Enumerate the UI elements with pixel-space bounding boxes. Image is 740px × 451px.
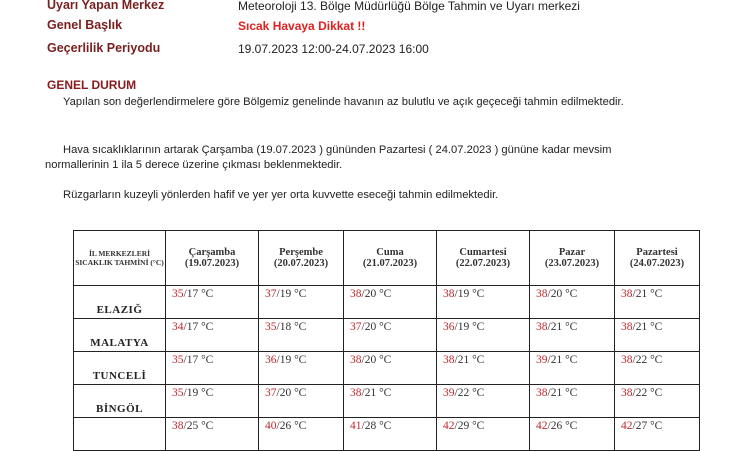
max-temp: 39 <box>536 354 548 366</box>
min-temp: 22 <box>635 387 648 399</box>
table-header-row <box>74 231 700 286</box>
min-temp: 21 <box>635 288 648 300</box>
max-temp: 39 <box>443 387 455 399</box>
temp-unit: °C <box>472 387 485 399</box>
temperature-cell: 35/17 °C <box>166 352 259 385</box>
min-temp: 27 <box>635 420 648 432</box>
temperature-cell: 38/25 °C <box>166 418 259 451</box>
max-temp: 38 <box>350 354 362 366</box>
max-temp: 40 <box>265 420 277 432</box>
header-label-merkez: Uyarı Yapan Merkez <box>47 0 165 12</box>
table-row <box>74 319 700 352</box>
max-temp: 35 <box>172 354 184 366</box>
day-header <box>259 231 344 286</box>
day-name: Cuma <box>376 247 404 258</box>
temp-unit: °C <box>650 321 663 333</box>
temp-unit: °C <box>565 288 578 300</box>
day-header <box>437 231 530 286</box>
min-temp: 20 <box>550 288 563 300</box>
max-temp: 38 <box>536 387 548 399</box>
header-value-merkez: Meteoroloji 13. Bölge Müdürlüğü Bölge Tahmin ve Uyarı merkezi <box>238 0 580 13</box>
min-temp: 21 <box>635 321 648 333</box>
table-body <box>74 286 700 451</box>
min-temp: 21 <box>364 387 377 399</box>
min-temp: 20 <box>364 288 377 300</box>
day-date: (23.07.2023) <box>544 258 600 269</box>
day-header <box>344 231 437 286</box>
day-name: Perşembe <box>279 247 323 258</box>
city-name <box>74 418 166 451</box>
temperature-table <box>73 230 700 451</box>
temperature-cell: 38/20 °C <box>344 286 437 319</box>
table-row <box>74 352 700 385</box>
temperature-cell: 35/18 °C <box>259 319 344 352</box>
temp-unit: °C <box>472 321 485 333</box>
max-temp: 37 <box>350 321 362 333</box>
max-temp: 38 <box>621 354 633 366</box>
temperature-cell: 42/27 °C <box>615 418 700 451</box>
temp-unit: °C <box>565 420 578 432</box>
temp-unit: °C <box>650 420 663 432</box>
min-temp: 21 <box>457 354 470 366</box>
temp-unit: °C <box>201 354 214 366</box>
temp-unit: °C <box>294 354 307 366</box>
city-name: BİNGÖL <box>74 385 166 418</box>
temperature-cell: 37/20 °C <box>344 319 437 352</box>
temp-unit: °C <box>201 288 214 300</box>
max-temp: 38 <box>536 321 548 333</box>
max-temp: 42 <box>443 420 455 432</box>
temperature-cell: 39/22 °C <box>437 385 530 418</box>
min-temp: 20 <box>364 354 377 366</box>
max-temp: 38 <box>621 288 633 300</box>
temperature-cell: 34/17 °C <box>166 319 259 352</box>
min-temp: 17 <box>186 288 199 300</box>
min-temp: 29 <box>457 420 470 432</box>
temp-unit: °C <box>294 420 307 432</box>
day-name: Cumartesi <box>459 247 507 258</box>
max-temp: 38 <box>350 288 362 300</box>
temperature-cell: 37/19 °C <box>259 286 344 319</box>
max-temp: 38 <box>621 387 633 399</box>
temp-unit: °C <box>565 387 578 399</box>
day-date: (24.07.2023) <box>629 258 685 269</box>
temperature-cell: 38/20 °C <box>530 286 615 319</box>
temperature-cell: 42/26 °C <box>530 418 615 451</box>
min-temp: 20 <box>364 321 377 333</box>
max-temp: 42 <box>536 420 548 432</box>
temperature-cell: 38/22 °C <box>615 352 700 385</box>
city-name: TUNCELİ <box>74 352 166 385</box>
temperature-cell: 37/20 °C <box>259 385 344 418</box>
temperature-cell: 40/26 °C <box>259 418 344 451</box>
temp-unit: °C <box>472 420 485 432</box>
min-temp: 25 <box>186 420 199 432</box>
day-header <box>615 231 700 286</box>
header-value-periyot: 19.07.2023 12:00-24.07.2023 16:00 <box>238 42 429 56</box>
temp-unit: °C <box>565 321 578 333</box>
temp-unit: °C <box>379 288 392 300</box>
day-name: Pazartesi <box>636 247 678 258</box>
paragraph-2: Hava sıcaklıklarının artarak Çarşamba (19.07.2023 ) gününden Pazartesi ( 24.07.2023 ) gününe kadar mevsim normallerinin 1 ila 5 derece üzerine çıkması beklenmektedir. <box>45 144 612 171</box>
temp-unit: °C <box>201 387 214 399</box>
min-temp: 18 <box>279 321 292 333</box>
temperature-cell: 36/19 °C <box>259 352 344 385</box>
temperature-cell: 38/21 °C <box>530 385 615 418</box>
header-label-baslik: Genel Başlık <box>47 18 123 32</box>
corner-header: İL MERKEZLERİ SICAKLIK TAHMİNİ (°C) <box>74 231 166 286</box>
temperature-cell: 38/21 °C <box>437 352 530 385</box>
max-temp: 38 <box>443 288 455 300</box>
temp-unit: °C <box>565 354 578 366</box>
max-temp: 42 <box>621 420 633 432</box>
min-temp: 21 <box>550 354 563 366</box>
day-name: Çarşamba <box>188 247 236 258</box>
paragraph-3: Rüzgarların kuzeyli yönlerden hafif ve yer yer orta kuvvette eseceği tahmin edilmektedir. <box>63 189 499 201</box>
temperature-cell: 38/21 °C <box>615 286 700 319</box>
max-temp: 35 <box>265 321 277 333</box>
temp-unit: °C <box>472 288 485 300</box>
max-temp: 38 <box>172 420 184 432</box>
max-temp: 36 <box>443 321 455 333</box>
max-temp: 38 <box>536 288 548 300</box>
day-date: (20.07.2023) <box>273 258 329 269</box>
city-name: MALATYA <box>74 319 166 352</box>
table-row <box>74 385 700 418</box>
min-temp: 19 <box>279 288 292 300</box>
max-temp: 38 <box>443 354 455 366</box>
day-header <box>166 231 259 286</box>
temperature-cell: 35/19 °C <box>166 385 259 418</box>
temperature-cell: 38/21 °C <box>530 319 615 352</box>
temp-unit: °C <box>650 354 663 366</box>
max-temp: 37 <box>265 288 277 300</box>
temp-unit: °C <box>379 321 392 333</box>
max-temp: 38 <box>621 321 633 333</box>
temp-unit: °C <box>650 288 663 300</box>
min-temp: 19 <box>457 321 470 333</box>
temperature-cell: 38/21 °C <box>344 385 437 418</box>
max-temp: 34 <box>172 321 184 333</box>
day-header <box>530 231 615 286</box>
section-title: GENEL DURUM <box>47 78 137 92</box>
temp-unit: °C <box>294 387 307 399</box>
city-name: ELAZIĞ <box>74 286 166 319</box>
min-temp: 21 <box>550 387 563 399</box>
temperature-cell: 38/19 °C <box>437 286 530 319</box>
temperature-cell: 38/21 °C <box>615 319 700 352</box>
min-temp: 19 <box>279 354 292 366</box>
temp-unit: °C <box>379 387 392 399</box>
temp-unit: °C <box>650 387 663 399</box>
paragraph-1: Yapılan son değerlendirmelere göre Bölgemiz genelinde havanın az bulutlu ve açık geçeceği tahmin edilmektedir. <box>63 96 624 108</box>
min-temp: 17 <box>186 321 199 333</box>
temp-unit: °C <box>294 321 307 333</box>
temp-unit: °C <box>379 420 392 432</box>
temperature-cell: 35/17 °C <box>166 286 259 319</box>
min-temp: 19 <box>186 387 199 399</box>
min-temp: 26 <box>279 420 292 432</box>
temperature-cell: 38/20 °C <box>344 352 437 385</box>
max-temp: 41 <box>350 420 362 432</box>
min-temp: 22 <box>457 387 470 399</box>
day-date: (19.07.2023) <box>184 258 240 269</box>
max-temp: 35 <box>172 387 184 399</box>
min-temp: 21 <box>550 321 563 333</box>
temp-unit: °C <box>379 354 392 366</box>
max-temp: 36 <box>265 354 277 366</box>
day-name: Pazar <box>558 247 586 258</box>
min-temp: 17 <box>186 354 199 366</box>
table-row <box>74 418 700 451</box>
min-temp: 28 <box>364 420 377 432</box>
temp-unit: °C <box>201 420 214 432</box>
temp-unit: °C <box>294 288 307 300</box>
max-temp: 37 <box>265 387 277 399</box>
max-temp: 38 <box>350 387 362 399</box>
min-temp: 20 <box>279 387 292 399</box>
temp-unit: °C <box>201 321 214 333</box>
temperature-cell: 38/22 °C <box>615 385 700 418</box>
temperature-cell: 42/29 °C <box>437 418 530 451</box>
header-value-baslik: Sıcak Havaya Dikkat !! <box>238 19 366 33</box>
day-date: (21.07.2023) <box>362 258 418 269</box>
temperature-cell: 41/28 °C <box>344 418 437 451</box>
max-temp: 35 <box>172 288 184 300</box>
temperature-cell: 39/21 °C <box>530 352 615 385</box>
header-label-periyot: Geçerlilik Periyodu <box>47 41 161 55</box>
min-temp: 19 <box>457 288 470 300</box>
table-row <box>74 286 700 319</box>
min-temp: 22 <box>635 354 648 366</box>
min-temp: 26 <box>550 420 563 432</box>
temperature-cell: 36/19 °C <box>437 319 530 352</box>
temp-unit: °C <box>472 354 485 366</box>
day-date: (22.07.2023) <box>455 258 511 269</box>
